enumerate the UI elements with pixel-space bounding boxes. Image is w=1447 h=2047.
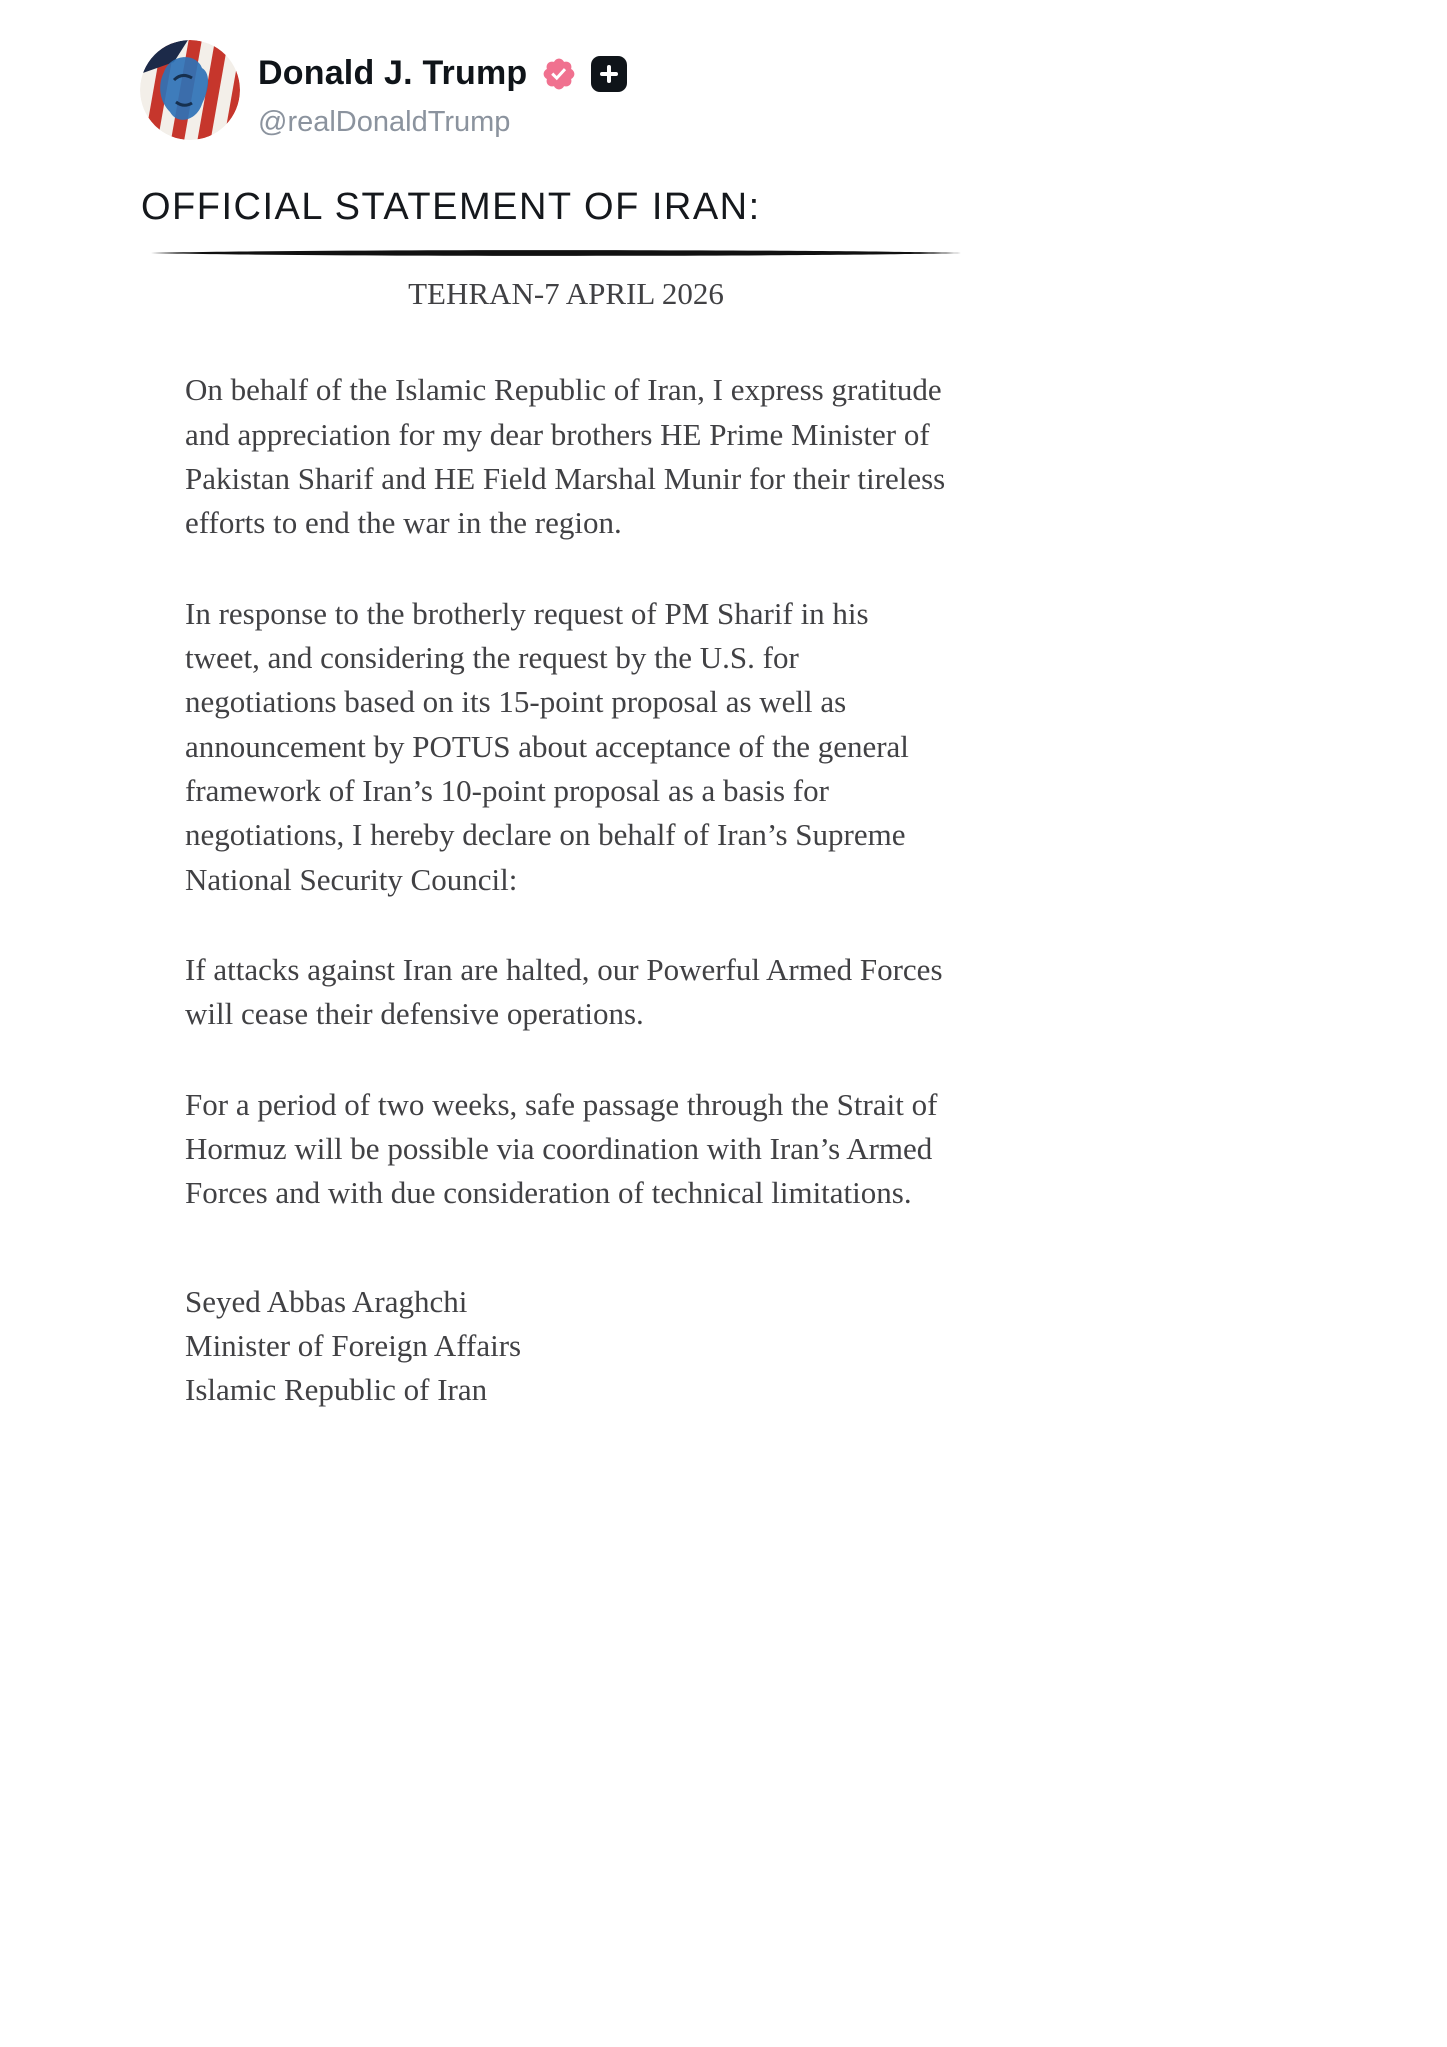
author-name[interactable]: Donald J. Trump [258,54,528,92]
statement-body [185,272,947,1413]
signature-name: Seyed Abbas Araghchi [185,1283,468,1319]
author-handle[interactable]: @realDonaldTrump [258,106,511,138]
signature-block [185,1280,947,1413]
statement-paragraph: In response to the brotherly request of PM Sharif in his tweet, and considering the request by the U.S. for negotiations based on its 15-point proposal as well as announcement by POTUS about acceptance of the general framework of Iran’s 10-point proposal as a basis for negotiations, I hereby declare on behalf of Iran’s Supreme National Security Council: [185,595,909,897]
verified-badge-icon [541,56,577,92]
statement-paragraph: On behalf of the Islamic Republic of Iran, I express gratitude and appreciation for my dear brothers HE Prime Minister of Pakistan Sharif and HE Field Marshal Munir for their tireless efforts to end the war in the region. [185,372,946,541]
avatar-art-icon [140,40,240,140]
author-header [258,54,627,93]
signature-org: Islamic Republic of Iran [185,1372,488,1408]
signature-role: Minister of Foreign Affairs [185,1327,522,1363]
platform-plus-icon [591,56,627,92]
avatar[interactable] [140,40,240,140]
statement-paragraph: If attacks against Iran are halted, our Powerful Armed Forces will cease their defensive operations. [185,951,943,1032]
divider-line [146,248,966,258]
post-title: OFFICIAL STATEMENT OF IRAN: [141,186,761,228]
statement-paragraph: For a period of two weeks, safe passage through the Strait of Hormuz will be possible via coordination with Iran’s Armed Forces and with due consideration of technical limitations. [185,1086,938,1211]
statement-dateline: TEHRAN-7 APRIL 2026 [408,276,724,311]
